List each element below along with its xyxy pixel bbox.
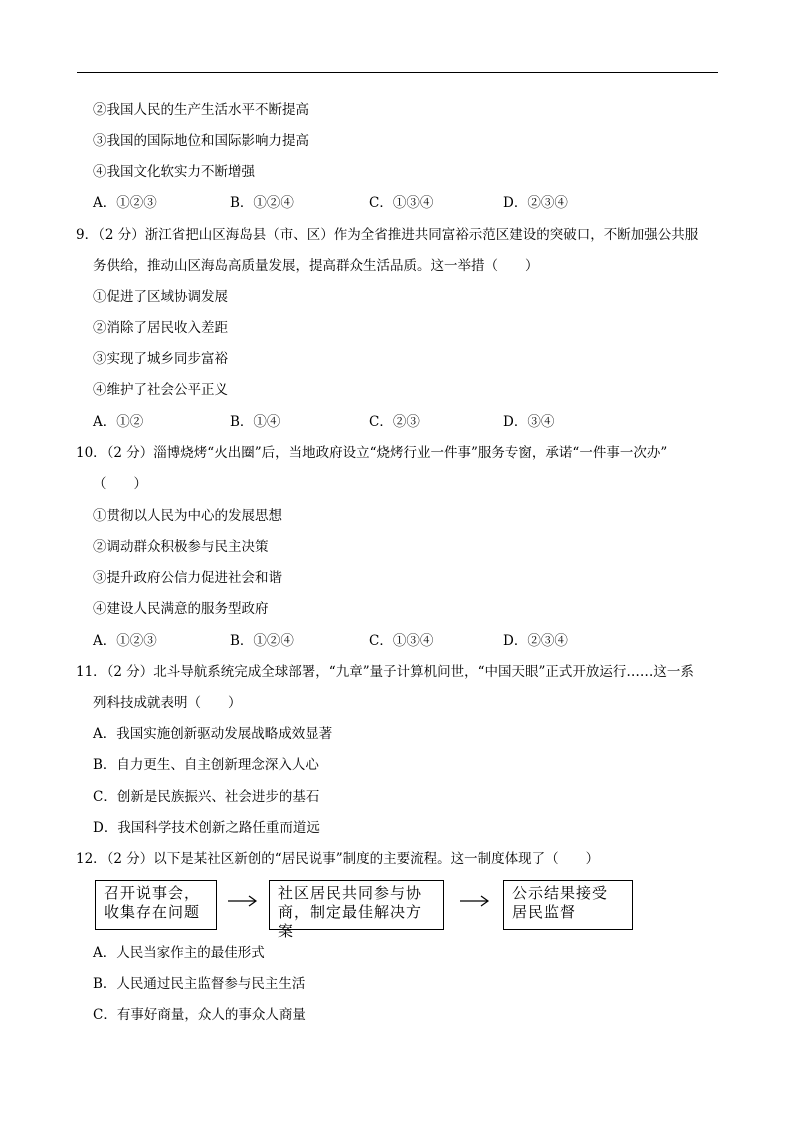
q9-statement-2: ②消除了居民收入差距 — [93, 320, 228, 336]
q10-option-c: C．①③④ — [369, 633, 434, 649]
q12-option-c: C．有事好商量，众人的事众人商量 — [93, 1007, 306, 1023]
q9-statement-3: ③实现了城乡同步富裕 — [93, 351, 228, 367]
option-d: D．②③④ — [503, 195, 568, 211]
q9-stem-line2: 务供给，推动山区海岛高质量发展，提高群众生活品质。这一举措（ ） — [93, 258, 539, 274]
flow-arrow-2 — [460, 894, 490, 908]
option-a: A．①②③ — [93, 195, 157, 211]
flow-step-3 — [503, 880, 633, 930]
q11-option-b: B．自力更生、自主创新理念深入人心 — [93, 757, 319, 773]
q9-option-d: D．③④ — [503, 414, 555, 430]
statement-3: ③我国的国际地位和国际影响力提高 — [93, 133, 309, 149]
option-c: C．①③④ — [369, 195, 434, 211]
flow-step-1 — [95, 880, 217, 930]
q9-option-b: B．①④ — [230, 414, 281, 430]
q11-option-c: C．创新是民族振兴、社会进步的基石 — [93, 789, 320, 805]
q10-statement-2: ②调动群众积极参与民主决策 — [93, 539, 269, 555]
q11-stem-line2: 列科技成就表明（ ） — [93, 695, 242, 711]
q9-statement-4: ④维护了社会公平正义 — [93, 382, 228, 398]
q12-option-a: A．人民当家作主的最佳形式 — [93, 945, 265, 961]
flow-step-1-line1: 召开说事会， — [104, 884, 201, 902]
flow-step-2-line2: 商，制定最佳解决方案 — [278, 903, 423, 940]
q10-option-d: D．②③④ — [503, 633, 568, 649]
q11-option-a: A．我国实施创新驱动发展战略成效显著 — [93, 726, 333, 742]
flow-step-2-line1: 社区居民共同参与协 — [278, 884, 423, 902]
statement-4: ④我国文化软实力不断增强 — [93, 164, 255, 180]
q10-stem-line1: 10．（2 分）淄博烧烤“火出圈”后，当地政府设立“烧烤行业一件事”服务专窗，承诺“一件事一次办” — [76, 445, 668, 461]
q9-option-a: A．①② — [93, 414, 144, 430]
flow-arrow-1 — [228, 894, 258, 908]
flow-step-3-line1: 公示结果接受 — [512, 884, 609, 902]
option-b: B．①②④ — [230, 195, 294, 211]
q11-stem-line1: 11．（2 分）北斗导航系统完成全球部署，“九章”量子计算机问世，“中国天眼”正式开放运行……这一系 — [76, 664, 694, 680]
q10-option-b: B．①②④ — [230, 633, 294, 649]
q10-statement-1: ①贯彻以人民为中心的发展思想 — [93, 508, 282, 524]
flow-step-1-line2: 收集存在问题 — [104, 903, 201, 921]
q11-option-d: D．我国科学技术创新之路任重而道远 — [93, 820, 320, 836]
q12-option-b: B．人民通过民主监督参与民主生活 — [93, 976, 306, 992]
q10-statement-4: ④建设人民满意的服务型政府 — [93, 601, 269, 617]
q10-statement-3: ③提升政府公信力促进社会和谐 — [93, 570, 282, 586]
flow-step-2 — [269, 880, 444, 940]
q9-statement-1: ①促进了区域协调发展 — [93, 289, 228, 305]
q10-option-a: A．①②③ — [93, 633, 157, 649]
q10-stem-line2: （ ） — [93, 476, 147, 492]
q9-stem-line1: 9．（2 分）浙江省把山区海岛县（市、区）作为全省推进共同富裕示范区建设的突破口，不断加强公共服 — [76, 227, 699, 243]
flow-step-3-line2: 居民监督 — [512, 903, 577, 921]
q12-stem: 12．（2 分）以下是某社区新创的“居民说事”制度的主要流程。这一制度体现了（ ） — [76, 851, 600, 867]
header-rule — [77, 72, 718, 73]
q9-option-c: C．②③ — [369, 414, 420, 430]
statement-2: ②我国人民的生产生活水平不断提高 — [93, 102, 309, 118]
